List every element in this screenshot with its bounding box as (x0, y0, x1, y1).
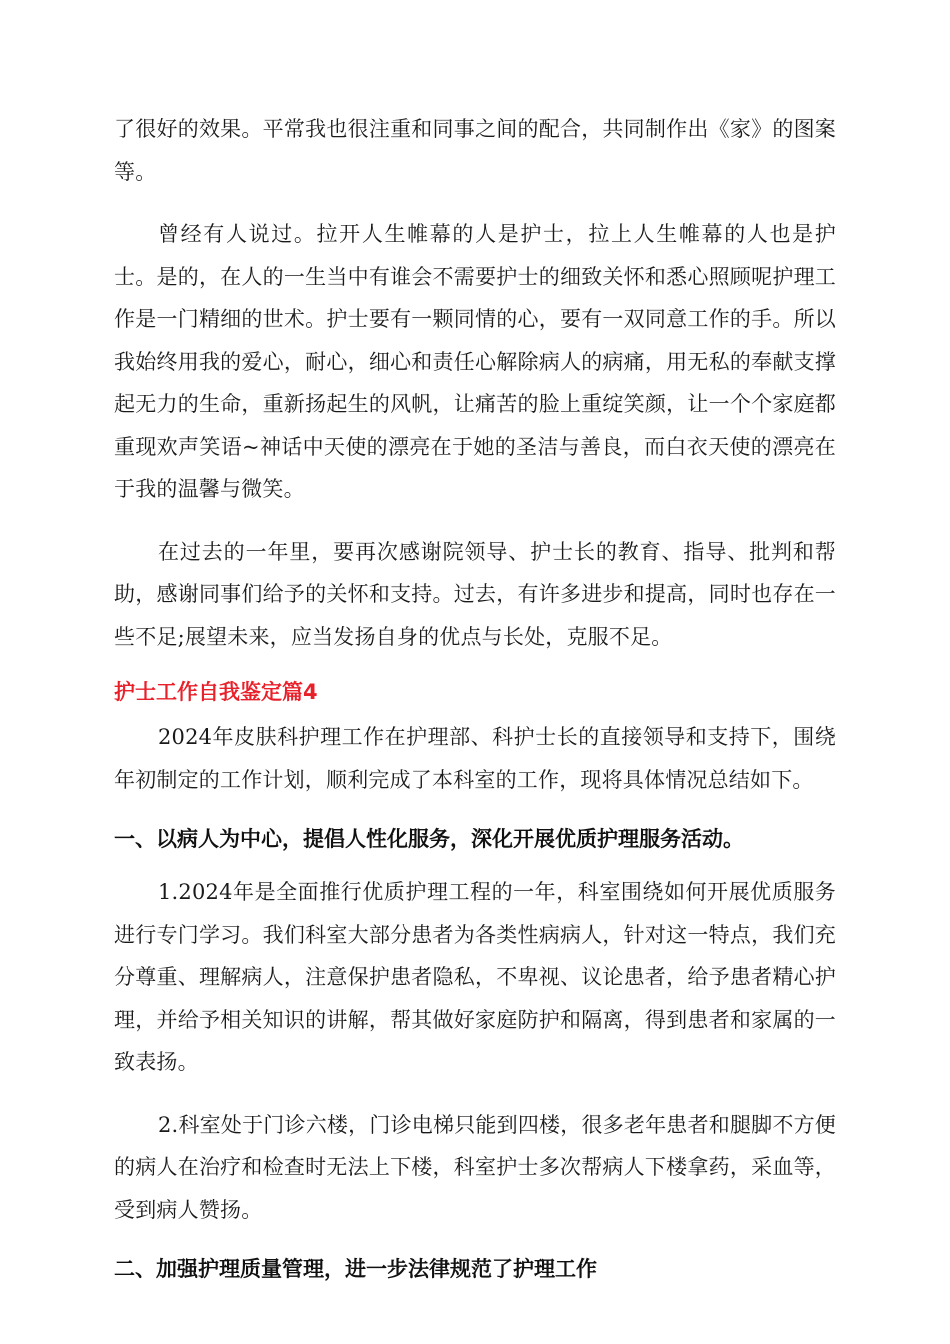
paragraph-item-1: 1.2024年是全面推行优质护理工程的一年，科室围绕如何开展优质服务进行专门学习。我们科室大部分患者为各类性病病人，针对这一特点，我们充分尊重、理解病人，注意保护患者隐私，不卑视、议论患者，给予患者精心护理，并给予相关知识的讲解，帮其做好家庭防护和隔离，得到患者和家属的一致表扬。 (114, 880, 836, 1074)
paragraph-continuation: 了很好的效果。平常我也很注重和同事之间的配合，共同制作出《家》的图案等。 (114, 117, 836, 184)
paragraph-thanks: 在过去的一年里，要再次感谢院领导、护士长的教育、指导、批判和帮助，感谢同事们给予的关怀和支持。过去，有许多进步和提高，同时也存在一些不足;展望未来，应当发扬自身的优点与长处，克服不足。 (114, 539, 836, 649)
heading-patient-centered: 一、以病人为中心，提倡人性化服务，深化开展优质护理服务活动。 (114, 827, 744, 851)
paragraph-nurse-quote: 曾经有人说过。拉开人生帷幕的人是护士，拉上人生帷幕的人也是护士。是的，在人的一生当中有谁会不需要护士的细致关怀和悉心照顾呢护理工作是一门精细的世术。护士要有一颗同情的心，要有一双同意工作的手。所以我始终用我的爱心，耐心，细心和责任心解除病人的病痛，用无私的奉献支撑起无力的生命，重新扬起生的风帆，让痛苦的脸上重绽笑颜，让一个个家庭都重现欢声笑语~神话中天使的漂亮在于她的圣洁与善良，而白衣天使的漂亮在于我的温馨与微笑。 (114, 222, 836, 501)
heading-quality-management: 二、加强护理质量管理，进一步法律规范了护理工作 (114, 1257, 597, 1281)
paragraph-item-2: 2.科室处于门诊六楼，门诊电梯只能到四楼，很多老年患者和腿脚不方便的病人在治疗和检查时无法上下楼，科室护士多次帮病人下楼拿药，采血等，受到病人赞扬。 (114, 1112, 836, 1222)
paragraph-intro-2024: 2024年皮肤科护理工作在护理部、科护士长的直接领导和支持下，围绕年初制定的工作计划，顺利完成了本科室的工作，现将具体情况总结如下。 (114, 725, 836, 792)
document-page (114, 108, 836, 1289)
section-title: 护士工作自我鉴定篇4 (114, 680, 318, 704)
